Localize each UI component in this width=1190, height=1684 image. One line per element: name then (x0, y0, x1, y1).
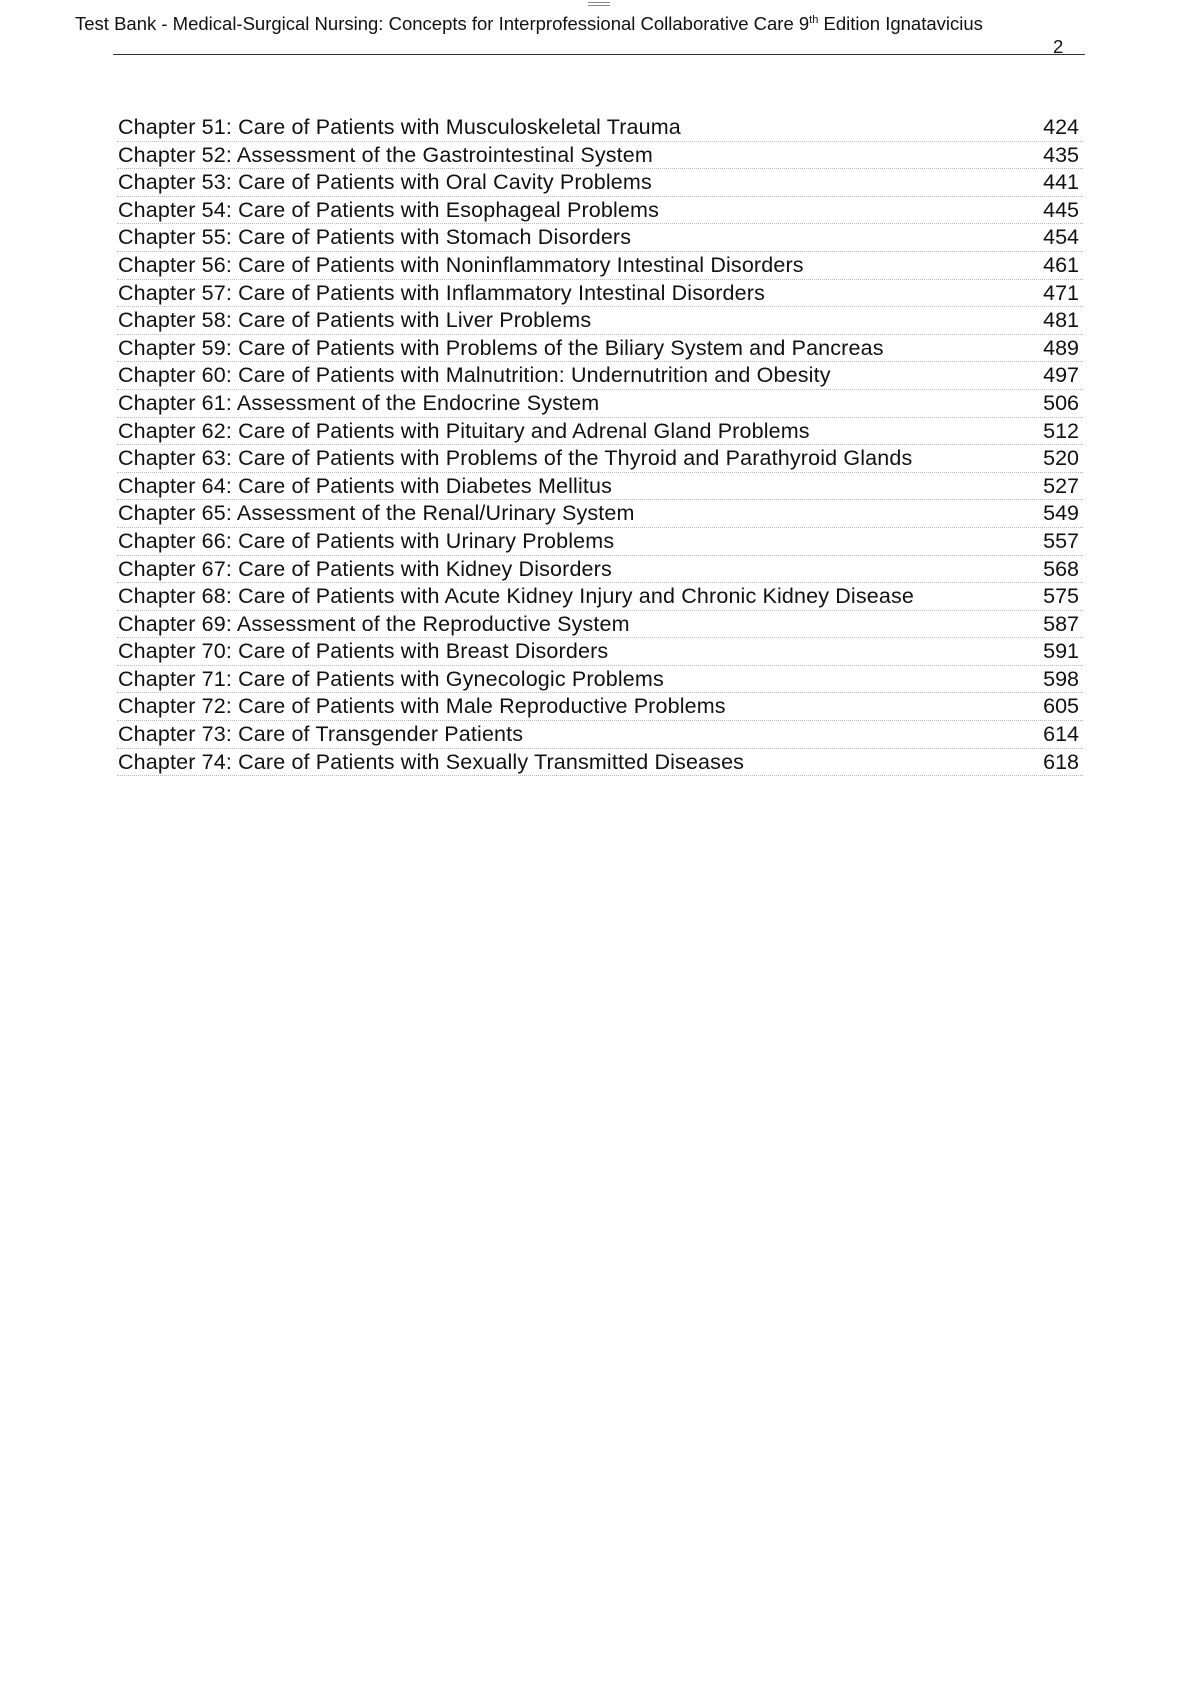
toc-entry[interactable] (117, 583, 1083, 611)
toc-entry-title: Chapter 66: Care of Patients with Urinary Problems (118, 528, 615, 553)
table-of-contents (117, 114, 1083, 776)
toc-entry-page: 489 (1043, 335, 1079, 360)
toc-entry-title: Chapter 52: Assessment of the Gastrointestinal System (118, 142, 653, 167)
toc-entry-title: Chapter 61: Assessment of the Endocrine System (118, 390, 600, 415)
toc-entry-page: 549 (1043, 501, 1079, 526)
toc-entry-page: 512 (1043, 418, 1079, 443)
header-title-superscript: th (809, 13, 819, 26)
toc-entry[interactable] (117, 280, 1083, 308)
toc-entry-page: 591 (1043, 639, 1079, 664)
toc-entry-page: 527 (1043, 473, 1079, 498)
toc-entry-page: 461 (1043, 252, 1079, 277)
toc-entry[interactable] (117, 197, 1083, 225)
toc-entry-page: 471 (1043, 280, 1079, 305)
toc-entry[interactable] (117, 473, 1083, 501)
header-title-suffix: Edition Ignatavicius (818, 13, 983, 34)
toc-entry-title: Chapter 60: Care of Patients with Malnutrition: Undernutrition and Obesity (118, 363, 831, 388)
toc-entry-page: 424 (1043, 115, 1079, 139)
toc-entry[interactable] (117, 390, 1083, 418)
toc-entry-title: Chapter 64: Care of Patients with Diabetes Mellitus (118, 473, 613, 498)
toc-entry[interactable] (117, 556, 1083, 584)
toc-entry[interactable] (117, 528, 1083, 556)
toc-entry-title: Chapter 56: Care of Patients with Noninflammatory Intestinal Disorders (118, 252, 804, 277)
toc-entry-title: Chapter 63: Care of Patients with Problems of the Thyroid and Parathyroid Glands (118, 446, 913, 471)
toc-entry[interactable] (117, 335, 1083, 363)
toc-entry-page: 557 (1043, 528, 1079, 553)
toc-entry-page: 445 (1043, 197, 1079, 222)
toc-entry-title: Chapter 53: Care of Patients with Oral Cavity Problems (118, 170, 652, 195)
toc-entry[interactable] (117, 749, 1083, 777)
toc-entry-page: 481 (1043, 308, 1079, 333)
toc-entry-title: Chapter 72: Care of Patients with Male Reproductive Problems (118, 694, 726, 719)
toc-entry-title: Chapter 69: Assessment of the Reproductive System (118, 611, 630, 636)
page-number: 2 (1053, 36, 1064, 57)
toc-entry-page: 506 (1043, 390, 1079, 415)
toc-entry-title: Chapter 74: Care of Patients with Sexually Transmitted Diseases (118, 749, 745, 774)
toc-entry-page: 441 (1043, 170, 1079, 195)
toc-entry[interactable] (117, 721, 1083, 749)
toc-entry-title: Chapter 67: Care of Patients with Kidney Disorders (118, 556, 612, 581)
toc-entry[interactable] (117, 307, 1083, 335)
toc-entry-title: Chapter 55: Care of Patients with Stomach Disorders (118, 225, 632, 250)
toc-entry[interactable] (117, 224, 1083, 252)
toc-entry-page: 497 (1043, 363, 1079, 388)
toc-entry-title: Chapter 71: Care of Patients with Gynecologic Problems (118, 666, 664, 691)
toc-entry-title: Chapter 59: Care of Patients with Problems of the Biliary System and Pancreas (118, 335, 884, 360)
header-divider (113, 54, 1085, 55)
toc-entry-page: 568 (1043, 556, 1079, 581)
toc-entry[interactable] (117, 418, 1083, 446)
toc-entry-page: 614 (1043, 722, 1079, 747)
toc-entry[interactable] (117, 142, 1083, 170)
toc-entry-title: Chapter 62: Care of Patients with Pituitary and Adrenal Gland Problems (118, 418, 810, 443)
toc-entry-title: Chapter 73: Care of Transgender Patients (118, 722, 524, 747)
toc-entry-page: 598 (1043, 666, 1079, 691)
toc-entry-page: 605 (1043, 694, 1079, 719)
toc-entry-title: Chapter 65: Assessment of the Renal/Urinary System (118, 501, 635, 526)
toc-entry-title: Chapter 68: Care of Patients with Acute Kidney Injury and Chronic Kidney Disease (118, 584, 914, 609)
toc-entry-page: 520 (1043, 446, 1079, 471)
toc-entry-title: Chapter 57: Care of Patients with Inflammatory Intestinal Disorders (118, 280, 765, 305)
toc-entry[interactable] (117, 693, 1083, 721)
toc-entry[interactable] (117, 611, 1083, 639)
header-title (75, 12, 983, 36)
toc-entry[interactable] (117, 445, 1083, 473)
header-title-prefix: Test Bank - Medical-Surgical Nursing: Concepts for Interprofessional Collaborative Care 9 (75, 13, 810, 34)
toc-entry[interactable] (117, 666, 1083, 694)
toc-entry[interactable] (117, 114, 1083, 142)
toc-entry-title: Chapter 70: Care of Patients with Breast Disorders (118, 639, 609, 664)
toc-entry-title: Chapter 58: Care of Patients with Liver Problems (118, 308, 592, 333)
toc-entry[interactable] (117, 362, 1083, 390)
toc-entry[interactable] (117, 638, 1083, 666)
toc-entry[interactable] (117, 169, 1083, 197)
toc-entry-page: 454 (1043, 225, 1079, 250)
toc-entry-title: Chapter 54: Care of Patients with Esophageal Problems (118, 197, 659, 222)
toc-entry-page: 618 (1043, 749, 1079, 774)
toc-entry-title: Chapter 51: Care of Patients with Musculoskeletal Trauma (118, 115, 681, 139)
toc-entry[interactable] (117, 500, 1083, 528)
toc-entry[interactable] (117, 252, 1083, 280)
top-edge-mark (588, 2, 610, 6)
toc-entry-page: 435 (1043, 142, 1079, 167)
toc-entry-page: 587 (1043, 611, 1079, 636)
toc-entry-page: 575 (1043, 584, 1079, 609)
